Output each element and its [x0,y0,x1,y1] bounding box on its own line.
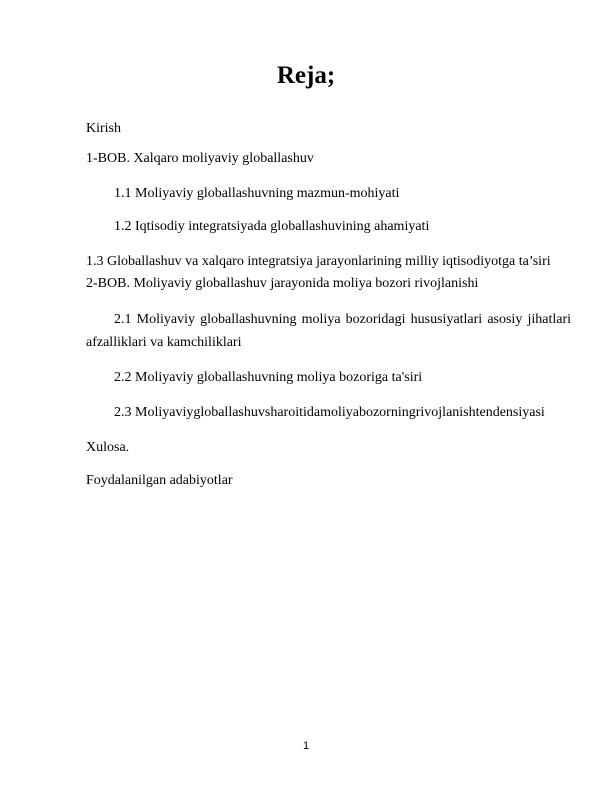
page-number: 1 [302,740,310,752]
toc-section-2-1-continued: afzalliklari va kamchiliklari [86,335,242,350]
toc-entry-intro: Kirish [86,121,121,136]
toc-section-1-1: 1.1 Moliyaviy globallashuvning mazmun-mohiyati [114,186,400,201]
toc-section-1-3: 1.3 Globallashuv va xalqaro integratsiya jarayonlarining milliy iqtisodiyotga ta’siri [86,254,551,269]
page-title: Reja; [276,62,336,89]
toc-entry-conclusion: Xulosa. [86,440,130,455]
toc-chapter-1: 1-BOB. Xalqaro moliyaviy globallashuv [86,151,314,166]
toc-section-1-2: 1.2 Iqtisodiy integratsiyada globallashuvining ahamiyati [114,219,430,234]
toc-section-2-1: 2.1 Moliyaviy globallashuvning moliya bozoridagi hususiyatlari asosiy jihatlari [114,312,571,327]
toc-entry-references: Foydalanilgan adabiyotlar [86,473,233,488]
toc-section-2-2: 2.2 Moliyaviy globallashuvning moliya bozoriga ta'siri [114,370,423,385]
toc-chapter-2: 2-BOB. Moliyaviy globallashuv jarayonida moliya bozori rivojlanishi [86,276,479,291]
toc-section-2-3: 2.3 Moliyaviygloballashuvsharoitidamoliyabozorningrivojlanishtendensiyasi [114,405,545,420]
